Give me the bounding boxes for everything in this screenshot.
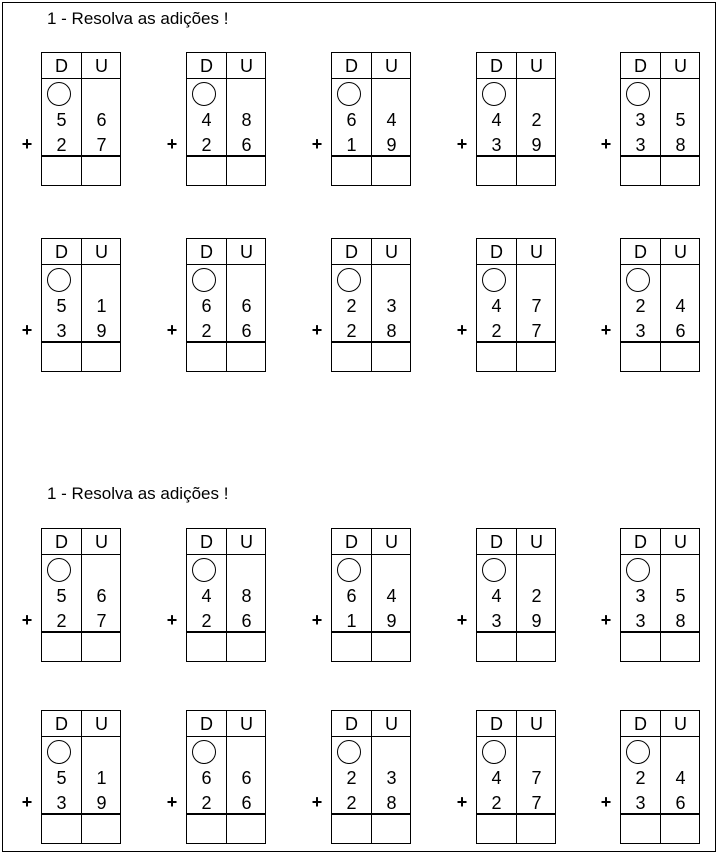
answer-cell-units[interactable]: [517, 157, 555, 185]
digit-tens-second: 3: [635, 611, 646, 631]
digit-units-second: 9: [531, 611, 542, 631]
digit-tens-first: 6: [201, 296, 212, 316]
du-grid: [331, 710, 411, 844]
digit-units-second: 8: [675, 611, 686, 631]
plus-sign: +: [600, 792, 612, 812]
du-grid: [620, 238, 700, 372]
digit-units-second: 9: [96, 321, 107, 341]
header-dezenas: D: [200, 242, 213, 262]
addition-problem: [452, 52, 556, 188]
digit-units-second: 9: [96, 793, 107, 813]
digit-tens-first: 6: [201, 768, 212, 788]
carry-circle[interactable]: [47, 558, 71, 582]
digit-units-second: 9: [531, 135, 542, 155]
digit-tens-first: 5: [56, 768, 67, 788]
plus-sign: +: [311, 792, 323, 812]
digit-tens-first: 4: [491, 768, 502, 788]
carry-circle[interactable]: [337, 740, 361, 764]
addition-problem: [307, 710, 411, 846]
addition-problem: [162, 710, 266, 846]
answer-cell-units[interactable]: [517, 633, 555, 661]
answer-cell-tens[interactable]: [42, 343, 81, 371]
digit-tens-second: 2: [346, 793, 357, 813]
digit-units-first: 5: [675, 110, 686, 130]
addition-problem: [17, 52, 121, 188]
header-unidades: U: [530, 56, 543, 76]
plus-sign: +: [166, 610, 178, 630]
digit-units-first: 3: [386, 768, 397, 788]
carry-circle[interactable]: [337, 82, 361, 106]
addition-problem: [596, 238, 700, 374]
digit-units-second: 7: [96, 135, 107, 155]
header-dezenas: D: [490, 532, 503, 552]
carry-circle[interactable]: [192, 268, 216, 292]
answer-cell-units[interactable]: [661, 157, 699, 185]
digit-tens-first: 3: [635, 586, 646, 606]
addition-problem: [596, 528, 700, 664]
digit-tens-first: 2: [635, 768, 646, 788]
header-unidades: U: [530, 714, 543, 734]
du-grid: [331, 238, 411, 372]
digit-tens-first: 4: [201, 110, 212, 130]
carry-circle[interactable]: [626, 82, 650, 106]
digit-tens-first: 6: [346, 110, 357, 130]
addition-problem: [307, 528, 411, 664]
digit-tens-first: 5: [56, 586, 67, 606]
du-grid: [620, 528, 700, 662]
digit-tens-first: 4: [491, 110, 502, 130]
header-unidades: U: [530, 242, 543, 262]
answer-cell-units[interactable]: [517, 343, 555, 371]
header-unidades: U: [95, 532, 108, 552]
answer-cell-units[interactable]: [227, 343, 265, 371]
du-grid: [41, 238, 121, 372]
digit-tens-second: 3: [56, 321, 67, 341]
digit-tens-second: 2: [201, 611, 212, 631]
header-divider: [42, 554, 120, 555]
answer-cell-tens[interactable]: [332, 815, 371, 843]
digit-tens-first: 2: [346, 296, 357, 316]
digit-tens-second: 3: [635, 135, 646, 155]
digit-units-first: 6: [241, 296, 252, 316]
digit-units-second: 8: [675, 135, 686, 155]
digit-units-first: 2: [531, 110, 542, 130]
header-dezenas: D: [345, 714, 358, 734]
answer-cell-units[interactable]: [82, 815, 120, 843]
header-dezenas: D: [634, 242, 647, 262]
answer-cell-tens[interactable]: [187, 815, 226, 843]
answer-cell-units[interactable]: [227, 157, 265, 185]
answer-cell-tens[interactable]: [477, 815, 516, 843]
digit-units-second: 7: [96, 611, 107, 631]
digit-tens-second: 3: [491, 135, 502, 155]
plus-sign: +: [21, 320, 33, 340]
digit-tens-first: 4: [491, 296, 502, 316]
plus-sign: +: [311, 610, 323, 630]
header-dezenas: D: [200, 532, 213, 552]
answer-cell-units[interactable]: [372, 815, 410, 843]
digit-units-first: 6: [96, 110, 107, 130]
header-unidades: U: [530, 532, 543, 552]
digit-units-second: 9: [386, 611, 397, 631]
digit-units-first: 3: [386, 296, 397, 316]
header-divider: [42, 736, 120, 737]
header-dezenas: D: [345, 56, 358, 76]
header-divider: [621, 78, 699, 79]
answer-cell-units[interactable]: [227, 815, 265, 843]
header-divider: [42, 264, 120, 265]
header-dezenas: D: [55, 56, 68, 76]
header-divider: [187, 554, 265, 555]
answer-cell-units[interactable]: [227, 633, 265, 661]
answer-cell-tens[interactable]: [477, 343, 516, 371]
plus-sign: +: [600, 320, 612, 340]
digit-units-first: 6: [241, 768, 252, 788]
addition-problem: [17, 710, 121, 846]
du-grid: [476, 238, 556, 372]
carry-circle[interactable]: [47, 740, 71, 764]
header-divider: [332, 78, 410, 79]
digit-units-second: 6: [675, 321, 686, 341]
plus-sign: +: [456, 134, 468, 154]
digit-units-second: 7: [531, 793, 542, 813]
digit-tens-first: 5: [56, 110, 67, 130]
digit-tens-second: 2: [201, 135, 212, 155]
answer-cell-tens[interactable]: [621, 815, 660, 843]
answer-cell-units[interactable]: [661, 343, 699, 371]
answer-cell-units[interactable]: [372, 157, 410, 185]
digit-tens-second: 3: [635, 321, 646, 341]
header-divider: [187, 736, 265, 737]
addition-problem: [307, 238, 411, 374]
answer-cell-tens[interactable]: [477, 157, 516, 185]
answer-cell-tens[interactable]: [332, 633, 371, 661]
addition-problem: [452, 238, 556, 374]
addition-problem: [17, 238, 121, 374]
addition-problem: [307, 52, 411, 188]
carry-circle[interactable]: [482, 268, 506, 292]
digit-tens-first: 2: [346, 768, 357, 788]
du-grid: [476, 528, 556, 662]
header-dezenas: D: [345, 532, 358, 552]
plus-sign: +: [456, 610, 468, 630]
digit-tens-first: 5: [56, 296, 67, 316]
carry-circle[interactable]: [482, 82, 506, 106]
answer-cell-tens[interactable]: [621, 633, 660, 661]
digit-tens-second: 2: [56, 135, 67, 155]
digit-tens-second: 3: [491, 611, 502, 631]
digit-units-second: 6: [241, 135, 252, 155]
header-unidades: U: [674, 532, 687, 552]
du-grid: [186, 528, 266, 662]
plus-sign: +: [21, 610, 33, 630]
digit-units-first: 1: [96, 296, 107, 316]
carry-circle[interactable]: [47, 268, 71, 292]
answer-cell-units[interactable]: [661, 633, 699, 661]
addition-problem: [596, 710, 700, 846]
header-dezenas: D: [490, 714, 503, 734]
header-dezenas: D: [55, 532, 68, 552]
digit-units-first: 7: [531, 296, 542, 316]
carry-circle[interactable]: [47, 82, 71, 106]
du-grid: [620, 52, 700, 186]
du-grid: [186, 52, 266, 186]
answer-cell-units[interactable]: [82, 343, 120, 371]
header-dezenas: D: [634, 714, 647, 734]
answer-cell-tens[interactable]: [187, 157, 226, 185]
digit-units-first: 4: [675, 768, 686, 788]
header-divider: [477, 554, 555, 555]
addition-problem: [162, 238, 266, 374]
digit-tens-second: 2: [201, 321, 212, 341]
digit-units-first: 2: [531, 586, 542, 606]
header-dezenas: D: [345, 242, 358, 262]
du-grid: [620, 710, 700, 844]
digit-tens-first: 2: [635, 296, 646, 316]
du-grid: [41, 528, 121, 662]
plus-sign: +: [456, 320, 468, 340]
digit-tens-second: 2: [346, 321, 357, 341]
answer-cell-tens[interactable]: [332, 343, 371, 371]
header-divider: [621, 736, 699, 737]
plus-sign: +: [311, 134, 323, 154]
header-dezenas: D: [634, 532, 647, 552]
answer-cell-units[interactable]: [372, 633, 410, 661]
answer-cell-tens[interactable]: [621, 343, 660, 371]
header-dezenas: D: [55, 714, 68, 734]
carry-circle[interactable]: [192, 740, 216, 764]
header-unidades: U: [385, 714, 398, 734]
header-divider: [477, 78, 555, 79]
header-unidades: U: [95, 56, 108, 76]
header-dezenas: D: [634, 56, 647, 76]
answer-cell-tens[interactable]: [42, 157, 81, 185]
header-divider: [621, 264, 699, 265]
answer-cell-tens[interactable]: [42, 633, 81, 661]
digit-units-second: 8: [386, 793, 397, 813]
plus-sign: +: [600, 610, 612, 630]
du-grid: [331, 528, 411, 662]
addition-problem: [452, 710, 556, 846]
plus-sign: +: [600, 134, 612, 154]
digit-units-second: 6: [241, 793, 252, 813]
answer-cell-tens[interactable]: [187, 343, 226, 371]
plus-sign: +: [311, 320, 323, 340]
header-divider: [42, 78, 120, 79]
du-grid: [476, 710, 556, 844]
digit-units-second: 9: [386, 135, 397, 155]
digit-units-second: 7: [531, 321, 542, 341]
digit-units-second: 6: [241, 321, 252, 341]
digit-units-second: 6: [241, 611, 252, 631]
header-divider: [477, 264, 555, 265]
header-dezenas: D: [200, 56, 213, 76]
answer-cell-units[interactable]: [372, 343, 410, 371]
digit-tens-second: 2: [56, 611, 67, 631]
section-title: 1 - Resolva as adições !: [47, 484, 229, 503]
digit-units-first: 4: [675, 296, 686, 316]
header-unidades: U: [95, 714, 108, 734]
header-unidades: U: [674, 242, 687, 262]
answer-cell-tens[interactable]: [332, 157, 371, 185]
du-grid: [331, 52, 411, 186]
addition-problem: [162, 528, 266, 664]
du-grid: [186, 710, 266, 844]
carry-circle[interactable]: [337, 268, 361, 292]
carry-circle[interactable]: [482, 558, 506, 582]
digit-units-first: 6: [96, 586, 107, 606]
plus-sign: +: [456, 792, 468, 812]
answer-cell-tens[interactable]: [187, 633, 226, 661]
worksheet-page: [2, 2, 716, 852]
header-divider: [187, 78, 265, 79]
du-grid: [41, 710, 121, 844]
digit-tens-second: 2: [491, 793, 502, 813]
digit-tens-second: 1: [346, 135, 357, 155]
carry-circle[interactable]: [337, 558, 361, 582]
carry-circle[interactable]: [626, 740, 650, 764]
addition-problem: [162, 52, 266, 188]
digit-units-first: 4: [386, 110, 397, 130]
digit-tens-first: 6: [346, 586, 357, 606]
digit-units-first: 8: [241, 110, 252, 130]
answer-cell-units[interactable]: [661, 815, 699, 843]
du-grid: [186, 238, 266, 372]
header-unidades: U: [674, 714, 687, 734]
header-divider: [332, 554, 410, 555]
plus-sign: +: [21, 792, 33, 812]
header-divider: [332, 264, 410, 265]
plus-sign: +: [21, 134, 33, 154]
digit-units-first: 1: [96, 768, 107, 788]
header-unidades: U: [674, 56, 687, 76]
digit-tens-first: 3: [635, 110, 646, 130]
header-divider: [332, 736, 410, 737]
digit-tens-first: 4: [491, 586, 502, 606]
header-dezenas: D: [200, 714, 213, 734]
addition-problem: [452, 528, 556, 664]
header-dezenas: D: [490, 242, 503, 262]
addition-problem: [17, 528, 121, 664]
header-unidades: U: [385, 532, 398, 552]
carry-circle[interactable]: [192, 558, 216, 582]
carry-circle[interactable]: [626, 558, 650, 582]
header-divider: [477, 736, 555, 737]
answer-cell-units[interactable]: [82, 157, 120, 185]
answer-cell-tens[interactable]: [477, 633, 516, 661]
header-unidades: U: [95, 242, 108, 262]
header-unidades: U: [385, 56, 398, 76]
header-dezenas: D: [55, 242, 68, 262]
answer-cell-units[interactable]: [517, 815, 555, 843]
digit-tens-first: 4: [201, 586, 212, 606]
digit-units-second: 8: [386, 321, 397, 341]
header-unidades: U: [240, 56, 253, 76]
digit-units-first: 5: [675, 586, 686, 606]
answer-cell-tens[interactable]: [42, 815, 81, 843]
du-grid: [476, 52, 556, 186]
answer-cell-units[interactable]: [82, 633, 120, 661]
carry-circle[interactable]: [482, 740, 506, 764]
digit-tens-second: 3: [56, 793, 67, 813]
section-title: 1 - Resolva as adições !: [47, 9, 229, 28]
carry-circle[interactable]: [192, 82, 216, 106]
header-unidades: U: [385, 242, 398, 262]
digit-units-first: 4: [386, 586, 397, 606]
digit-tens-second: 3: [635, 793, 646, 813]
header-unidades: U: [240, 714, 253, 734]
plus-sign: +: [166, 320, 178, 340]
digit-tens-second: 2: [201, 793, 212, 813]
digit-units-first: 8: [241, 586, 252, 606]
digit-tens-second: 2: [491, 321, 502, 341]
header-divider: [621, 554, 699, 555]
digit-units-second: 6: [675, 793, 686, 813]
plus-sign: +: [166, 134, 178, 154]
header-unidades: U: [240, 532, 253, 552]
plus-sign: +: [166, 792, 178, 812]
header-divider: [187, 264, 265, 265]
answer-cell-tens[interactable]: [621, 157, 660, 185]
digit-tens-second: 1: [346, 611, 357, 631]
digit-units-first: 7: [531, 768, 542, 788]
header-unidades: U: [240, 242, 253, 262]
addition-problem: [596, 52, 700, 188]
carry-circle[interactable]: [626, 268, 650, 292]
du-grid: [41, 52, 121, 186]
header-dezenas: D: [490, 56, 503, 76]
